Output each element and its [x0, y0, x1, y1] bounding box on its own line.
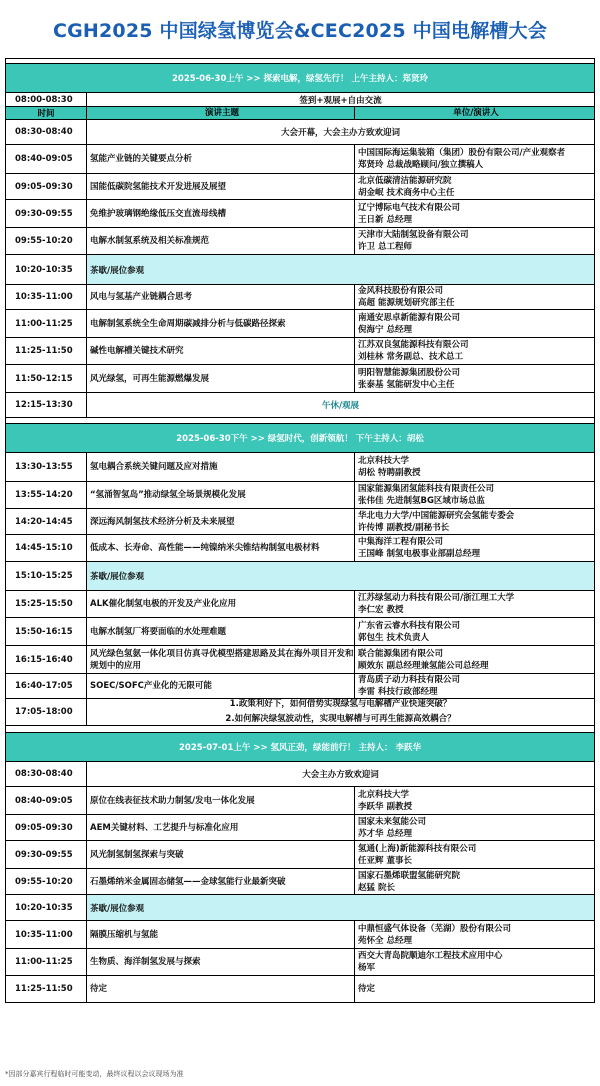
- speaker-cell: [355, 228, 594, 254]
- topic-cell: 碱性电解槽关键技术研究: [87, 338, 355, 364]
- table-row: [6, 674, 594, 699]
- break-row: [6, 255, 594, 285]
- speaker-name: 郑贤玲 总裁战略顾问/独立撰稿人: [358, 160, 484, 170]
- speaker-cell: [355, 787, 594, 814]
- topic-cell: 电解水制氢厂将要面临的水处理难题: [87, 618, 355, 645]
- speaker-org: 联合能源集团有限公司: [358, 648, 444, 659]
- lunch-row: [6, 393, 594, 418]
- speaker-org: 辽宁博际电气技术有限公司: [358, 202, 461, 213]
- time-cell: 11:25-11:50: [6, 976, 87, 1002]
- table-row: [6, 591, 594, 618]
- speaker-org: 天津市大陆制氢设备有限公司: [358, 230, 469, 240]
- registration-row: [6, 93, 594, 107]
- speaker-cell: [355, 482, 594, 508]
- topic-cell: 氢能产业链的关键要点分析: [87, 145, 355, 173]
- speaker-name: 许传博 副教授/副秘书长: [358, 522, 450, 533]
- speaker-name: 胡金岷 技术商务中心主任: [358, 187, 455, 198]
- footnote: *因部分嘉宾行程临时可能变动，最终议程以会议现场为准: [5, 1070, 184, 1078]
- speaker-name: 胡松 特聘副教授: [358, 468, 421, 478]
- time-cell: 08:30-08:40: [6, 762, 87, 786]
- speaker-org: 氢通(上海)新能源科技有限公司: [358, 843, 477, 854]
- table-row: [6, 365, 594, 393]
- speaker-org: 中鼎恒盛气体设备（芜湖）股份有限公司: [358, 923, 512, 934]
- time-cell: 11:00-11:25: [6, 949, 87, 975]
- speaker-name: 张泰基 氢能研发中心主任: [358, 379, 455, 390]
- column-header-topic: 演讲主题: [87, 107, 355, 119]
- topic-cell: 免维护玻璃钢绝缘低压交直流母线槽: [87, 200, 355, 227]
- speaker-name: 高超 能源规划研究部主任: [358, 298, 455, 308]
- speaker-name: 苏才华 总经理: [358, 828, 412, 839]
- time-cell: 16:15-16:40: [6, 646, 87, 673]
- time-cell: 10:35-11:00: [6, 921, 87, 948]
- time-cell: 15:25-15:50: [6, 591, 87, 617]
- topic-cell: 生物质、海洋制氢发展与探索: [87, 949, 355, 975]
- table-row: [6, 509, 594, 535]
- panel-row: [6, 699, 594, 726]
- speaker-name: 刘桂林 常务副总、技术总工: [358, 352, 463, 362]
- speaker-cell: [355, 453, 594, 481]
- speaker-name: 李仁宏 教授: [358, 605, 404, 615]
- time-cell: 09:55-10:20: [6, 228, 87, 254]
- time-cell: 10:35-11:00: [6, 285, 87, 309]
- topic-cell: 氢电耦合系统关键问题及应对措施: [87, 453, 355, 481]
- topic-cell: 风光制氢制氢探索与突破: [87, 841, 355, 868]
- agenda-item: 大会开幕，大会主办方致欢迎词: [280, 128, 400, 138]
- speaker-cell: [355, 200, 594, 227]
- time-cell: 10:20-10:35: [6, 255, 87, 284]
- time-cell: 13:55-14:20: [6, 482, 87, 508]
- speaker-name: 李跃华 副教授: [358, 801, 412, 812]
- speaker-org: 国家能源集团氢能科技有限责任公司: [358, 484, 495, 494]
- speaker-cell: [355, 674, 594, 698]
- topic-cell: 隔膜压缩机与氢能: [87, 921, 355, 948]
- table-row: [6, 976, 594, 1003]
- table-row: [6, 145, 594, 174]
- speaker-org: 江苏绿氢动力科技有限公司/浙江理工大学: [358, 593, 515, 603]
- table-row: [6, 921, 594, 949]
- column-header-time: 时间: [6, 107, 87, 119]
- topic-cell: SOEC/SOFC产业化的无限可能: [87, 674, 355, 698]
- speaker-org: 北京科技大学: [358, 789, 410, 800]
- agenda-item: 午休/观展: [321, 401, 360, 411]
- panel-question: 1.政策利好下，如何借势实现绿氢与电解槽产业快速突破？: [229, 699, 452, 709]
- panel-discussion: [87, 699, 594, 725]
- agenda-item: 签到+观展+自由交流: [299, 95, 382, 106]
- speaker-cell: [355, 365, 594, 392]
- topic-cell: 风电与氢基产业链耦合思考: [87, 285, 355, 309]
- break-label: 茶歇/展位参观: [90, 572, 145, 582]
- break-row: [6, 895, 594, 921]
- speaker-name: 王日新 总经理: [358, 214, 412, 225]
- table-row: [6, 949, 594, 976]
- speaker-name: 李雷 科技行政部经理: [358, 687, 438, 697]
- speaker-cell: [355, 509, 594, 534]
- time-cell: 11:50-12:15: [6, 365, 87, 392]
- table-row: [6, 453, 594, 482]
- table-row: [6, 646, 594, 674]
- topic-cell: 国能低碳院氢能技术开发进展及展望: [87, 174, 355, 199]
- section-spacer: [6, 726, 594, 733]
- topic-cell: ALK催化制氢电极的开发及产业化应用: [87, 591, 355, 617]
- topic-cell: 深远海风制氢技术经济分析及未来展望: [87, 509, 355, 534]
- time-cell: 16:40-17:05: [6, 674, 87, 698]
- table-row: [6, 285, 594, 310]
- speaker-org: 中集海洋工程有限公司: [358, 537, 444, 547]
- table-row: [6, 200, 594, 228]
- speaker-cell: [355, 921, 594, 948]
- time-cell: 08:40-09:05: [6, 787, 87, 814]
- table-row: [6, 174, 594, 200]
- speaker-org: 广东省云睿水科技有限公司: [358, 620, 461, 631]
- speaker-cell: [355, 841, 594, 868]
- time-cell: 12:15-13:30: [6, 393, 87, 417]
- topic-cell: 原位在线表征技术助力制氢/发电一体化发展: [87, 787, 355, 814]
- speaker-org: 北京科技大学: [358, 456, 410, 466]
- table-row: [6, 787, 594, 815]
- speaker-name: 苑怀全 总经理: [358, 935, 412, 946]
- page-title: CGH2025 中国绿氢博览会&CEC2025 中国电解槽大会: [52, 20, 548, 42]
- time-cell: 13:30-13:55: [6, 453, 87, 481]
- table-row: [6, 618, 594, 646]
- agenda-table: [5, 58, 595, 1003]
- topic-cell: 石墨烯纳米金属固态储氢——金球氢能行业最新突破: [87, 869, 355, 894]
- speaker-name: 张伟佳 先进制氢BG区域市场总监: [358, 496, 485, 506]
- table-row: [6, 120, 594, 145]
- speaker-org: 西交大青岛院顺迪尔工程技术应用中心: [358, 951, 503, 961]
- panel-question: 2.如何解决绿氢波动性，实现电解槽与可再生能源高效耦合？: [225, 714, 456, 724]
- speaker-cell: [355, 869, 594, 894]
- time-cell: 14:20-14:45: [6, 509, 87, 534]
- speaker-cell: [355, 976, 594, 1002]
- speaker-org: 中国国际海运集装箱（集团）股份有限公司/产业观察者: [358, 148, 566, 158]
- speaker-name: 倪海宁 总经理: [358, 324, 412, 335]
- table-row: [6, 535, 594, 562]
- topic-cell: “氢涌智氢岛”推动绿氢全场景规模化发展: [87, 482, 355, 508]
- topic-cell: 待定: [87, 976, 355, 1002]
- speaker-name: 王国峰 制氢电极事业部副总经理: [358, 549, 480, 559]
- speaker-cell: [355, 646, 594, 673]
- speaker-cell: [355, 338, 594, 364]
- time-cell: 09:05-09:30: [6, 174, 87, 199]
- table-row: [6, 228, 594, 255]
- speaker-cell: [355, 591, 594, 617]
- table-row: [6, 815, 594, 841]
- speaker-cell: [355, 815, 594, 840]
- time-cell: 09:05-09:30: [6, 815, 87, 840]
- speaker-name: 赵猛 院长: [358, 882, 395, 893]
- time-cell: 10:20-10:35: [6, 895, 87, 920]
- table-row: [6, 841, 594, 869]
- speaker-name: 杨军: [358, 963, 376, 973]
- break-label: 茶歇/展位参观: [90, 265, 145, 276]
- speaker-cell: [355, 285, 594, 309]
- speaker-org: 青岛质子动力科技有限公司: [358, 675, 461, 685]
- speaker-cell: [355, 145, 594, 173]
- speaker-org: 江苏双良氢能源科技有限公司: [358, 340, 469, 350]
- session-header: 2025-06-30上午 >> 探索电解，绿氢先行！ 上午主持人：郑贤玲: [6, 64, 594, 93]
- speaker-org: 金风科技股份有限公司: [358, 286, 444, 296]
- table-row: [6, 310, 594, 338]
- speaker-cell: [355, 949, 594, 975]
- time-cell: 08:40-09:05: [6, 145, 87, 173]
- table-row: [6, 869, 594, 895]
- topic-cell: 电解水制氢系统及相关标准规范: [87, 228, 355, 254]
- speaker-cell: [355, 618, 594, 645]
- speaker-org: 明阳智慧能源集团股份公司: [358, 367, 461, 378]
- speaker-org: 北京低碳清洁能源研究院: [358, 175, 452, 186]
- break-label: 茶歇/展位参观: [90, 903, 145, 914]
- time-cell: 09:30-09:55: [6, 841, 87, 868]
- time-cell: 09:30-09:55: [6, 200, 87, 227]
- speaker-cell: [355, 174, 594, 199]
- time-cell: 11:00-11:25: [6, 310, 87, 337]
- time-cell: 15:10-15:25: [6, 562, 87, 590]
- speaker-name: 任亚辉 董事长: [358, 855, 412, 866]
- table-row: [6, 762, 594, 787]
- speaker-org: 华北电力大学/中国能源研究会氢能专委会: [358, 510, 515, 521]
- column-header-row: [6, 107, 594, 120]
- time-cell: 11:25-11:50: [6, 338, 87, 364]
- time-cell: 14:45-15:10: [6, 535, 87, 561]
- speaker-org: 国家石墨烯联盟氢能研究院: [358, 870, 461, 881]
- topic-cell: 风光绿色氢氨一体化项目仿真寻优模型搭建思路及其在海外项目开发和规划中的应用: [87, 646, 355, 673]
- topic-cell: 电解制氢系统全生命周期碳减排分析与低碳路径探索: [87, 310, 355, 337]
- break-row: [6, 562, 594, 591]
- topic-cell: AEM关键材料、工艺提升与标准化应用: [87, 815, 355, 840]
- table-row: [6, 482, 594, 509]
- agenda-item: 大会主办方致欢迎词: [302, 770, 379, 780]
- speaker-name: 许卫 总工程师: [358, 242, 412, 252]
- topic-cell: 低成本、长寿命、高性能——纯镍纳米尖锥结构制氢电极材料: [87, 535, 355, 561]
- speaker-cell: [355, 535, 594, 561]
- speaker-name: 顾效东 副总经理兼氢能公司总经理: [358, 660, 489, 671]
- speaker-org: 南通安思卓新能源有限公司: [358, 312, 461, 323]
- time-cell: 15:50-16:15: [6, 618, 87, 645]
- speaker-name: 郭包生 技术负责人: [358, 632, 429, 643]
- speaker-cell: [355, 310, 594, 337]
- time-cell: 09:55-10:20: [6, 869, 87, 894]
- session-header: 2025-06-30下午 >> 绿氢时代，创新领航！ 下午主持人：胡松: [6, 424, 594, 453]
- topic-cell: 风光绿氢，可再生能源燃爆发展: [87, 365, 355, 392]
- time-cell: 08:00-08:30: [6, 93, 87, 106]
- time-cell: 17:05-18:00: [6, 699, 87, 725]
- time-cell: 08:30-08:40: [6, 120, 87, 144]
- table-row: [6, 338, 594, 365]
- speaker-org: 待定: [358, 984, 376, 994]
- speaker-org: 国家未来氢能公司: [358, 816, 427, 827]
- column-header-speaker: 单位/演讲人: [453, 108, 499, 118]
- session-header: 2025-07-01上午 >> 氢风正劲，绿能前行！ 主持人： 李跃华: [6, 733, 594, 762]
